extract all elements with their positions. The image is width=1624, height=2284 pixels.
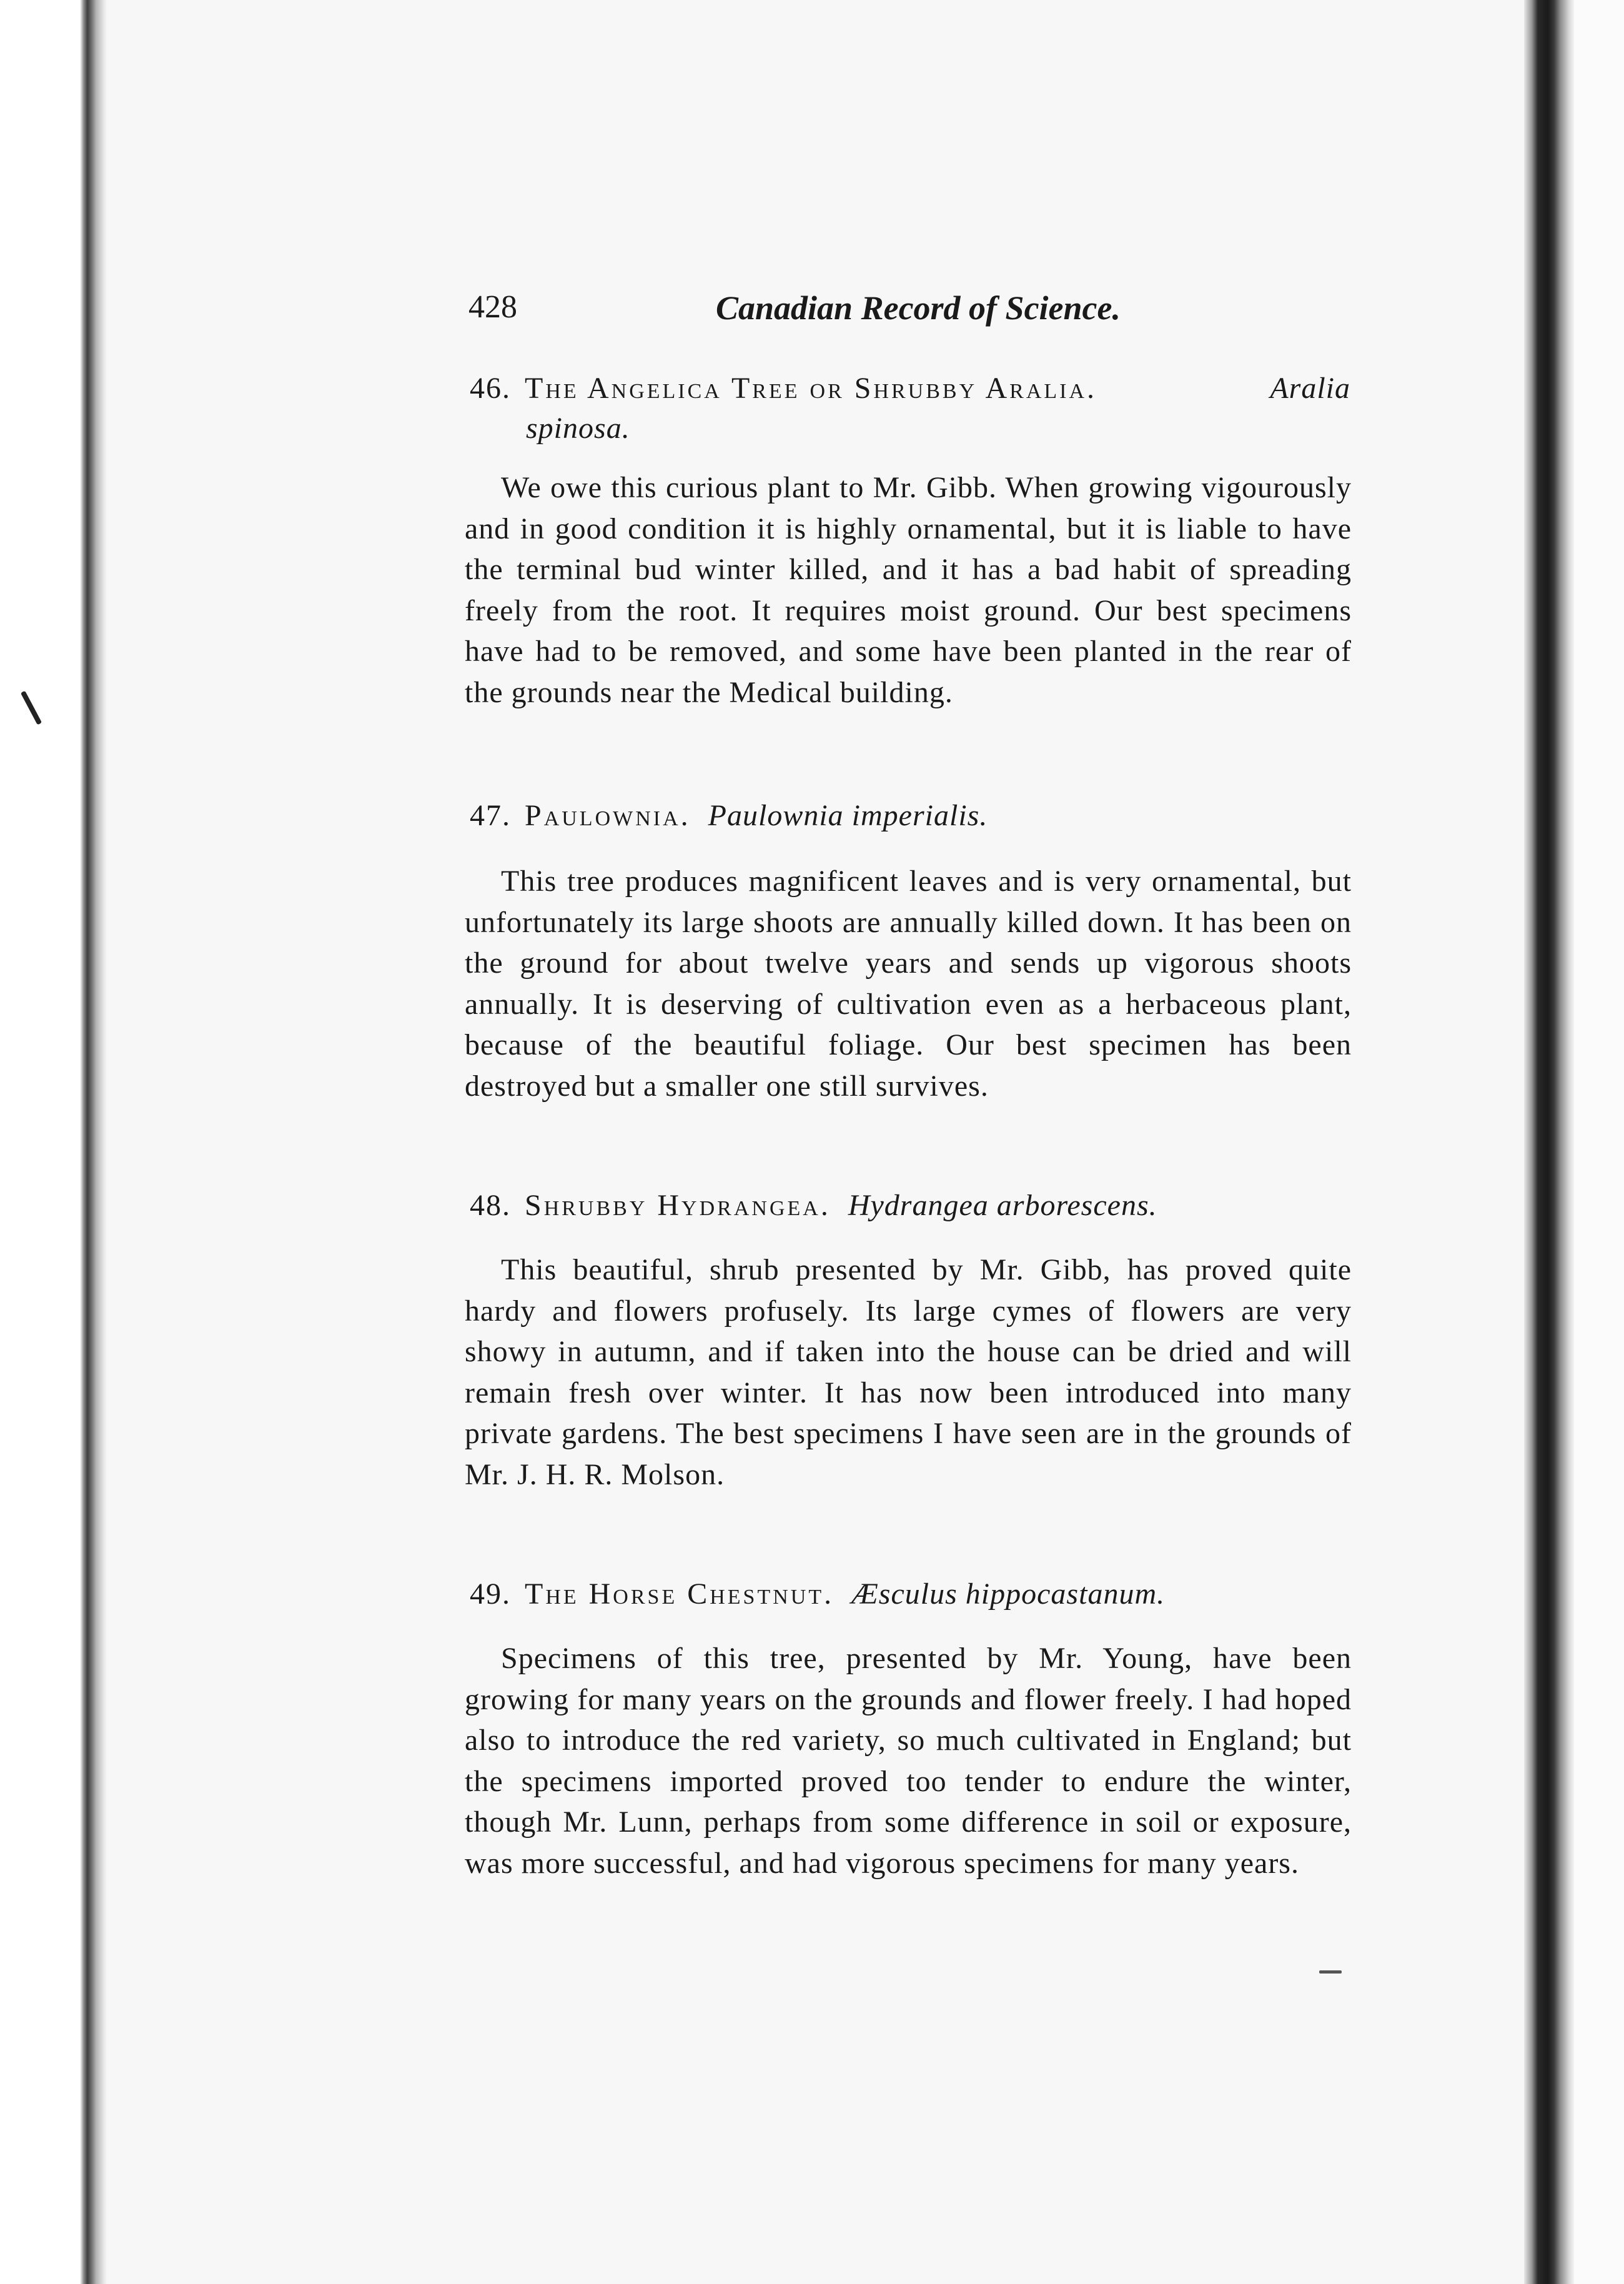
entry-common-name: Shrubby Hydrangea. <box>525 1189 831 1222</box>
page-number: 428 <box>468 289 517 325</box>
facing-page-edge <box>1574 0 1624 2284</box>
journal-title: Canadian Record of Science. <box>716 289 1121 327</box>
entry-heading-49 <box>470 1574 1350 1614</box>
entry-latin-name-continued: spinosa. <box>526 412 630 445</box>
entry-heading-47 <box>470 796 1350 836</box>
scan-mark <box>1319 1970 1342 1974</box>
entry-latin-name: Æsculus hippocastanum. <box>851 1577 1166 1611</box>
entry-latin-name: Paulownia imperialis. <box>708 799 988 832</box>
entry-heading-48 <box>470 1186 1350 1226</box>
book-gutter <box>1524 0 1574 2284</box>
entry-latin-name: Aralia <box>1270 372 1350 405</box>
entry-paragraph-47: This tree produces magnificent leaves and is very ornamental, but unfortunately its large shoots are annually killed down. It has been on the ground for about twelve years and sends up vigorous shoots annually. It is deserving of cultivation even as a herbaceous plant, because of the beautiful foliage. Our best specimen has been destroyed but a smaller one still survives. <box>465 865 1352 1103</box>
entry-number: 47. <box>470 799 511 832</box>
entry-common-name: The Horse Chestnut. <box>525 1577 834 1611</box>
entry-paragraph-48: This beautiful, shrub presented by Mr. Gibb, has proved quite hardy and flowers profusely. Its large cymes of flowers are very showy in autumn, and if taken into the house can be dried and will remain fresh over winter. It has now been introduced into many private gardens. The best specimens I have seen are in the grounds of Mr. J. H. R. Molson. <box>465 1253 1352 1491</box>
entry-common-name: The Angelica Tree or Shrubby Aralia. <box>525 372 1097 405</box>
entry-paragraph-46: We owe this curious plant to Mr. Gibb. When growing vigourously and in good condition it is highly ornamental, but it is liable to have the terminal bud winter killed, and it has a bad habit of spreading freely from the root. It requires moist ground. Our best specimens have had to be removed, and some have been planted in the rear of the grounds near the Medical building. <box>465 471 1352 709</box>
entry-number: 49. <box>470 1577 511 1611</box>
entry-paragraph-49: Specimens of this tree, presented by Mr. Young, have been growing for many years on the grounds and flower freely. I had hoped also to introduce the red variety, so much cultivated in England; but the specimens imported proved too tender to endure the winter, though Mr. Lunn, perhaps from some difference in soil or exposure, was more successful, and had vigorous specimens for many years. <box>465 1642 1352 1880</box>
entry-heading-46 <box>470 369 1350 449</box>
entry-common-name: Paulownia. <box>525 799 691 832</box>
book-binding-left-edge <box>0 0 112 2284</box>
entry-number: 48. <box>470 1189 511 1222</box>
entry-latin-name: Hydrangea arborescens. <box>848 1189 1157 1222</box>
page-paper <box>106 0 1530 2284</box>
running-head <box>468 289 1349 332</box>
entry-number: 46. <box>470 372 511 405</box>
